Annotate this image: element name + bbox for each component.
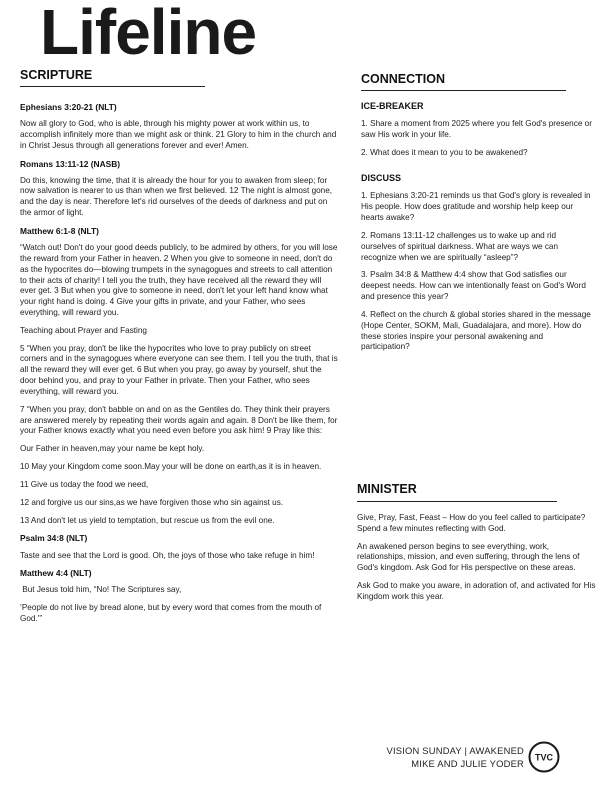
matthew4-paragraph-2: ‘People do not live by bread alone, but by every word that comes from the mouth of God.'” xyxy=(20,603,322,624)
lords-prayer-line-5: 13 And don't let us yield to temptation, but rescue us from the evil one. xyxy=(20,515,275,525)
tvc-logo-text: TVC xyxy=(535,752,553,763)
matthew6-paragraph-1: “Watch out! Don't do your good deeds publicly, to be admired by others, for you will lose the reward from your Father in heaven. 2 When you give to someone in need, don't do as the hypocrites do—blowing trumpets in the synagogues and streets to call attention to their acts of charity! I tell you the truth, they have received all the reward they will ever get. 3 But when you give to someone in need, don't let your left hand know what your right hand is doing. 4 Give your gifts in private, and your Father, who sees everything, will reward you. xyxy=(20,243,338,317)
matthew4-reference: Matthew 4:4 (NLT) xyxy=(20,568,92,579)
tvc-logo xyxy=(528,741,560,773)
romans-text: Do this, knowing the time, that it is already the hour for you to awaken from sleep; for now salvation is nearer to us than when we first believed. 12 The night is almost gone, and the day is near. Therefore let's rid ourselves of the deeds of darkness and put on the armor of light. xyxy=(20,175,333,218)
lords-prayer-line-3: 11 Give us today the food we need, xyxy=(20,479,149,489)
minister-section xyxy=(357,482,597,610)
discuss-question-4: 4. Reflect on the church & global stories shared in the message (Hope Center, SOKM, Mali, Guadalajara, and more). How do these stories inspire your personal awakening and participation? xyxy=(361,309,591,352)
connection-column xyxy=(361,72,593,360)
footer xyxy=(366,744,524,770)
page-title: Lifeline xyxy=(40,0,257,68)
lords-prayer-line-4: 12 and forgive us our sins,as we have forgiven those who sin against us. xyxy=(20,497,284,507)
minister-paragraph-2: An awakened person begins to see everything, work, relationships, mission, and even suffering, through the lens of God's kingdom. Ask God for His perspective on these areas. xyxy=(357,541,580,573)
scripture-column xyxy=(20,68,338,632)
ephesians-reference: Ephesians 3:20-21 (NLT) xyxy=(20,102,117,112)
lords-prayer-line-1: Our Father in heaven,may your name be kept holy. xyxy=(20,444,205,454)
discuss-question-2: 2. Romans 13:11-12 challenges us to wake up and rid ourselves of spiritual darkness. What are ways we can recognize when we are spiritually “asleep”? xyxy=(361,230,559,262)
discuss-heading: DISCUSS xyxy=(361,173,402,184)
connection-heading: CONNECTION xyxy=(361,72,566,91)
matthew6-paragraph-2: 5 “When you pray, don't be like the hypocrites who love to pray publicly on street corners and in the synagogues where everyone can see them. I tell you the truth, that is all the reward they will ever get. 6 But when you pray, go away by yourself, shut the door behind you, and pray to your Father in private. Then your Father, who sees everything, will reward you. xyxy=(20,343,338,396)
lords-prayer-line-2: 10 May your Kingdom come soon.May your will be done on earth,as it is in heaven. xyxy=(20,462,322,472)
icebreaker-heading: ICE-BREAKER xyxy=(361,101,424,111)
discuss-question-1: 1. Ephesians 3:20-21 reminds us that God's glory is revealed in His people. How does gratitude and worship help keep our hearts awake? xyxy=(361,191,591,223)
footer-event: VISION SUNDAY | AWAKENED xyxy=(386,745,524,756)
psalm-text: Taste and see that the Lord is good. Oh, the joys of those who take refuge in him! xyxy=(20,550,315,560)
minister-heading: MINISTER xyxy=(357,482,557,502)
ephesians-text: Now all glory to God, who is able, through his mighty power at work within us, to accomplish infinitely more than we might ask or think. 21 Glory to him in the church and in Christ Jesus through all generations forever and ever! Amen. xyxy=(20,119,337,150)
psalm-reference: Psalm 34:8 (NLT) xyxy=(20,533,88,544)
icebreaker-question-1: 1. Share a moment from 2025 where you felt God's presence or saw His work in your life. xyxy=(361,119,592,139)
romans-reference: Romans 13:11-12 (NASB) xyxy=(20,158,121,169)
matthew6-reference: Matthew 6:1-8 (NLT) xyxy=(20,225,99,236)
minister-paragraph-1: Give, Pray, Fast, Feast – How do you feel called to participate? Spend a few minutes reflecting with God. xyxy=(357,513,586,533)
minister-paragraph-3: Ask God to make you aware, in adoration of, and activated for His Kingdom work this year. xyxy=(357,581,596,601)
icebreaker-question-2: 2. What does it mean to you to be awakened? xyxy=(361,147,528,157)
scripture-heading: SCRIPTURE xyxy=(20,68,205,87)
discuss-question-3: 3. Psalm 34:8 & Matthew 4:4 show that God satisfies our deepest needs. How can we intentionally feast on God's Word and presence this year? xyxy=(361,270,586,302)
footer-speakers: MIKE AND JULIE YODER xyxy=(411,758,524,770)
matthew4-paragraph-1: But Jesus told him, “No! The Scriptures say, xyxy=(20,585,182,595)
matthew6-paragraph-3: 7 “When you pray, don't babble on and on as the Gentiles do. They think their prayers are answered merely by repeating their words again and again. 8 Don't be like them, for your Father knows exactly what you need even before you ask him! 9 Pray like this: xyxy=(20,404,338,436)
prayer-fasting-heading: Teaching about Prayer and Fasting xyxy=(20,325,147,335)
